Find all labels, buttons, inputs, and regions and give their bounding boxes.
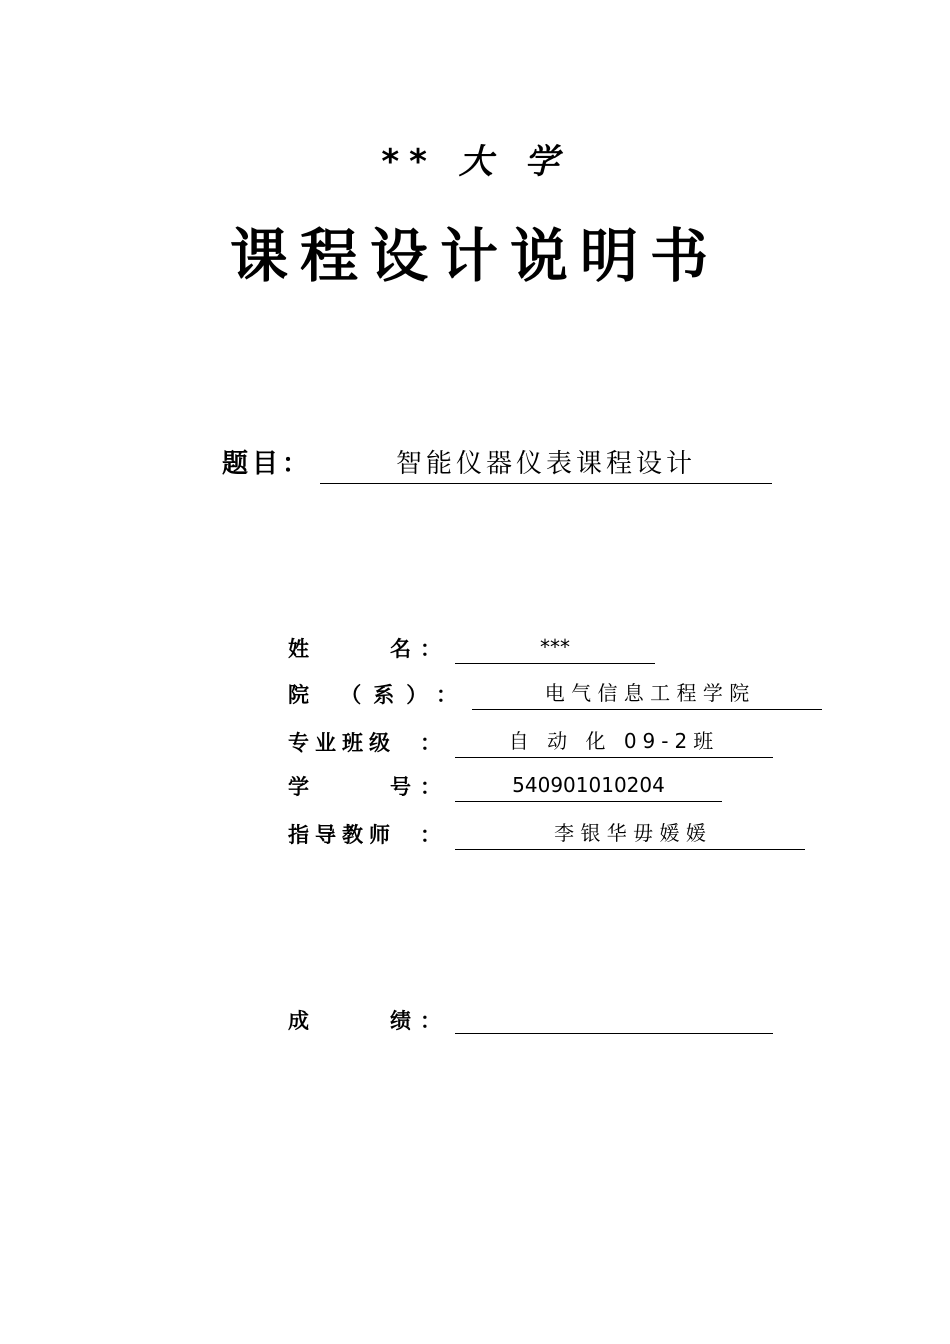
grade-value bbox=[455, 1002, 773, 1034]
advisor-colon: ： bbox=[420, 823, 441, 847]
grade-label-second: 绩 bbox=[390, 1009, 411, 1033]
student-id-colon: ： bbox=[420, 775, 441, 799]
grade-label-first: 成 bbox=[288, 1009, 309, 1033]
college-value: 电 气 信 息 工 程 学 院 bbox=[472, 678, 822, 710]
document-title: 课程设计说明书 bbox=[229, 222, 720, 290]
grade-colon: ： bbox=[420, 1009, 441, 1033]
student-id-label-first: 学 bbox=[288, 775, 309, 799]
college-colon: ： bbox=[436, 683, 457, 707]
student-id-label-second: 号 bbox=[390, 775, 411, 799]
advisor-value: 李 银 华 毋 媛 媛 bbox=[455, 818, 805, 850]
student-id-value: 540901010204 bbox=[455, 770, 722, 802]
name-value: *** bbox=[455, 632, 655, 664]
name-label-second: 名 bbox=[390, 637, 411, 661]
name-colon: ： bbox=[420, 637, 441, 661]
advisor-label: 指导教师 bbox=[288, 823, 396, 847]
university-name: ** 大 学 bbox=[381, 142, 569, 182]
name-label-first: 姓 bbox=[288, 637, 309, 661]
college-label: 院 （系） bbox=[288, 683, 440, 707]
major-label: 专业班级 bbox=[288, 731, 396, 755]
major-value: 自 动 化 09-2班 bbox=[455, 726, 773, 758]
major-colon: ： bbox=[420, 731, 441, 755]
topic-label: 题目： bbox=[222, 449, 313, 479]
topic-value: 智能仪器仪表课程设计 bbox=[320, 446, 772, 484]
